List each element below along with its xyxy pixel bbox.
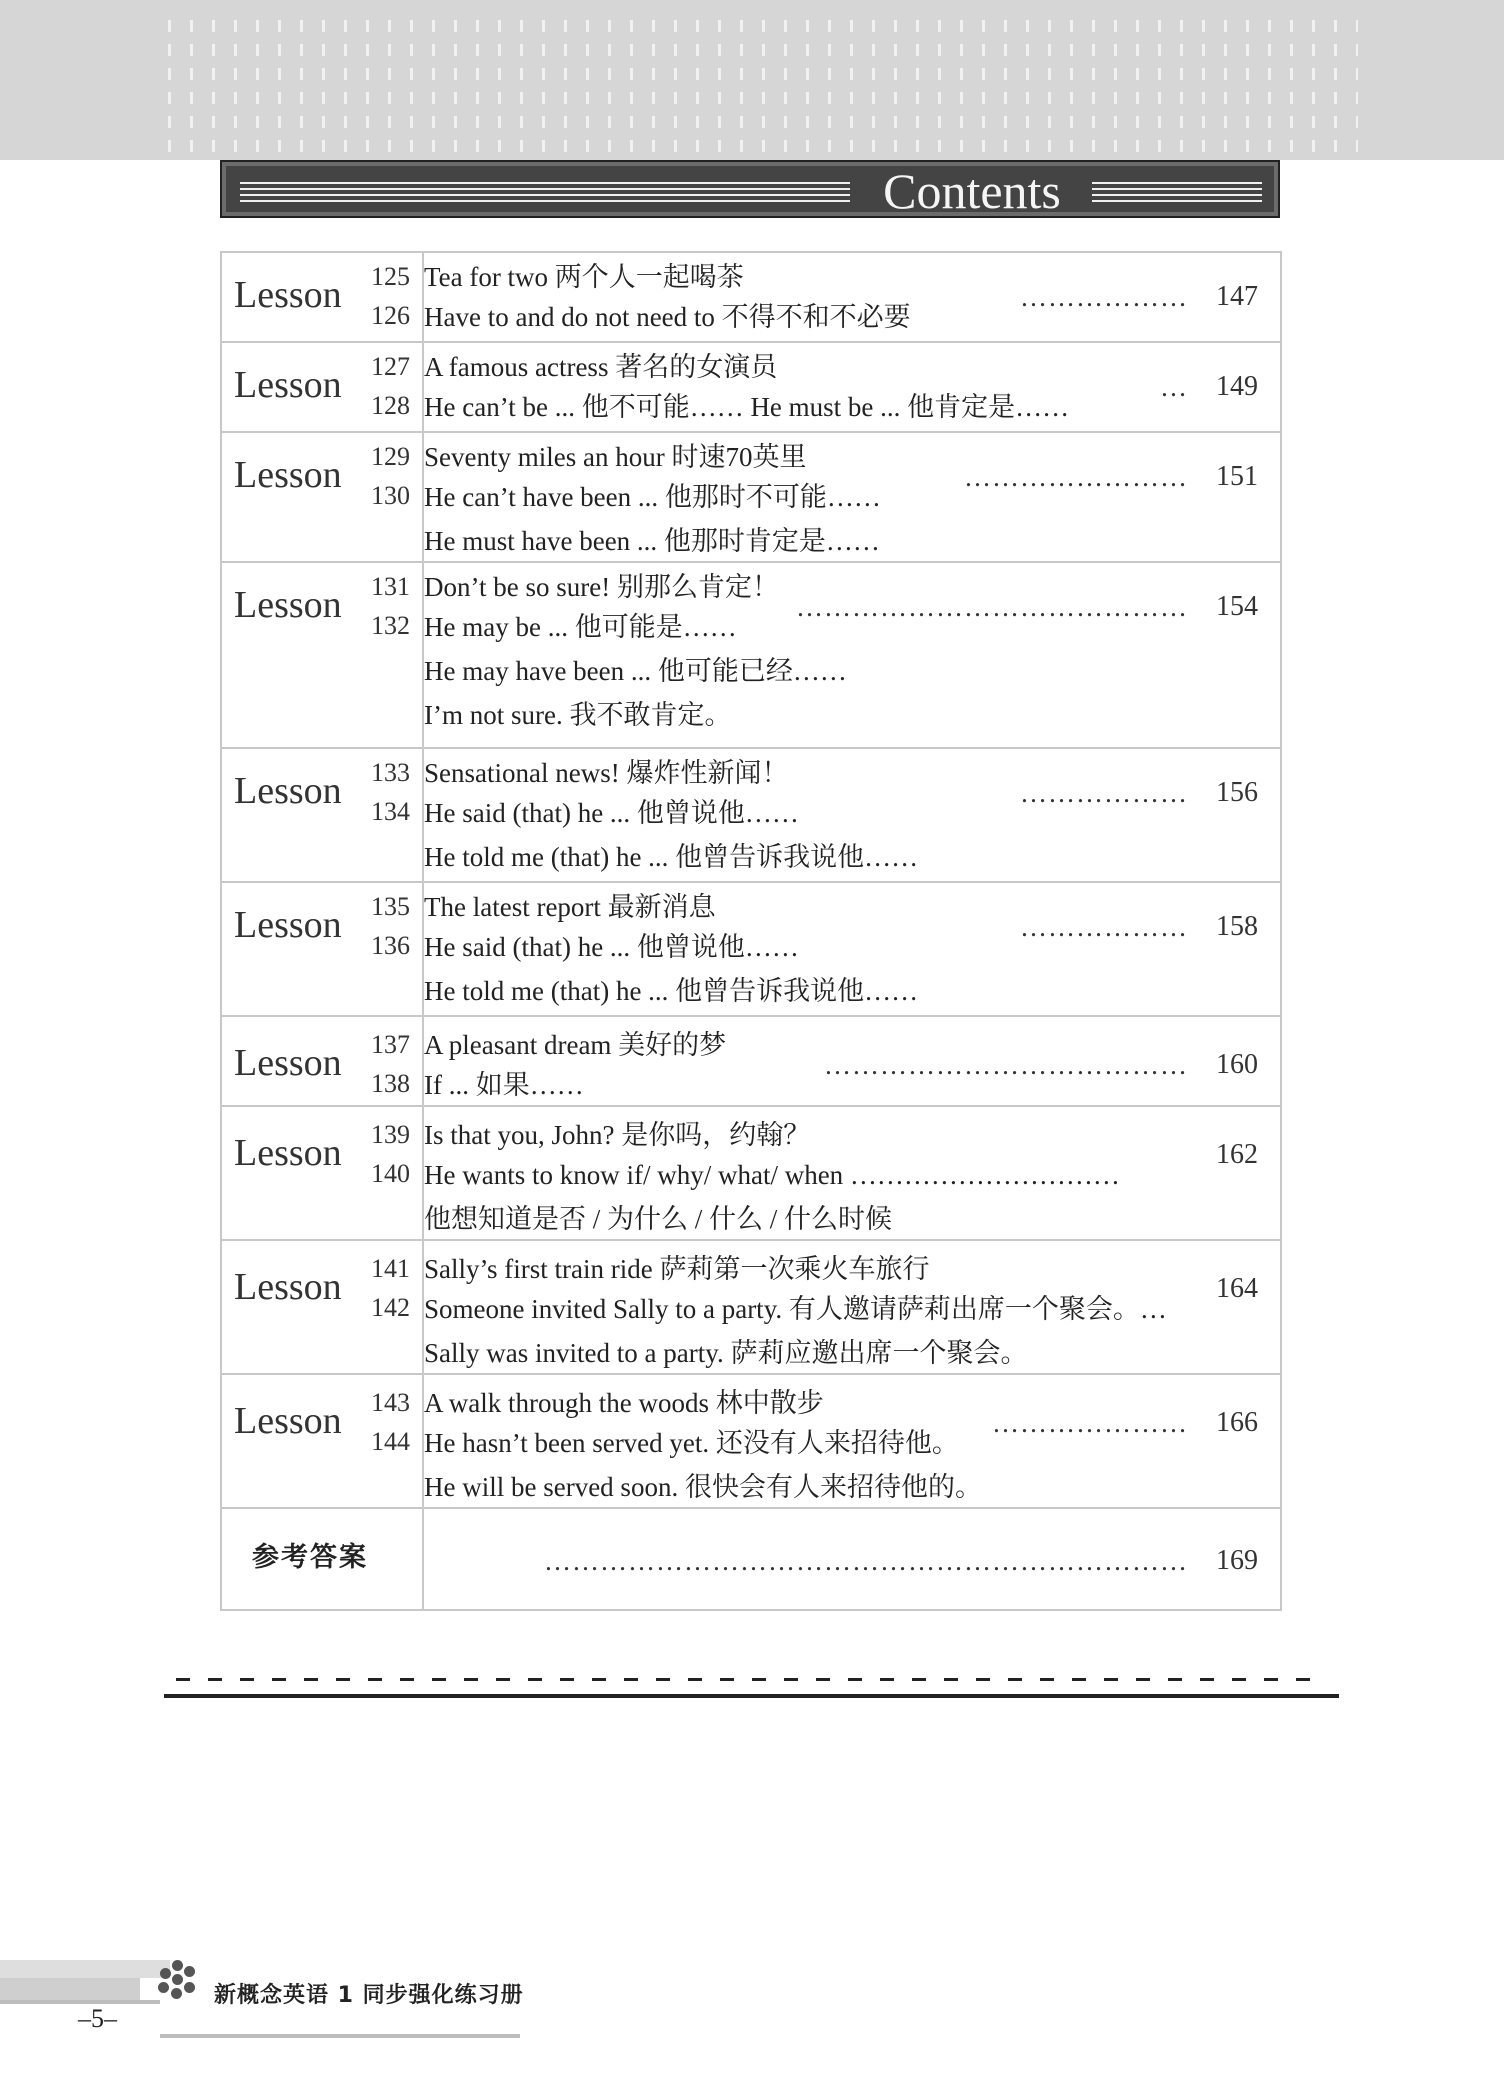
lesson-number: 132 (371, 611, 410, 640)
lesson-numbers (360, 753, 410, 831)
lesson-numbers (360, 1383, 410, 1461)
dot-leader: ……………… (1020, 282, 1188, 312)
dot-leader: ……………… (1020, 778, 1188, 808)
toc-row (221, 252, 1281, 342)
page-reference[interactable]: 156 (1216, 777, 1258, 808)
banner-stripes-right (1092, 180, 1262, 202)
lesson-number: 130 (371, 481, 410, 510)
dots-logo-icon (158, 1960, 198, 2000)
lesson-title-line[interactable]: He can’t be ... 他不可能…… He must be ... 他肯定是…… (424, 392, 1070, 422)
lesson-content-cell (423, 1374, 1281, 1508)
lesson-numbers (360, 567, 410, 645)
toc-row (221, 882, 1281, 1016)
answers-content-cell (423, 1508, 1281, 1610)
lesson-cell (221, 1106, 423, 1240)
lesson-title-line[interactable]: Someone invited Sally to a party. 有人邀请萨莉出席一个聚会。… (424, 1294, 1167, 1324)
solid-divider (164, 1694, 1339, 1698)
lesson-label: Lesson (234, 364, 342, 406)
lesson-number: 142 (371, 1293, 410, 1322)
lesson-title-line[interactable]: He said (that) he ... 他曾说他…… (424, 798, 799, 828)
lesson-numbers (360, 887, 410, 965)
lesson-title-line[interactable]: He said (that) he ... 他曾说他…… (424, 932, 799, 962)
lesson-title-line[interactable]: Seventy miles an hour 时速70英里 (424, 442, 807, 472)
lesson-number: 136 (371, 931, 410, 960)
lesson-number: 141 (371, 1254, 410, 1283)
lesson-number: 137 (371, 1030, 410, 1059)
banner-stripes-left (240, 180, 850, 202)
lesson-cell (221, 882, 423, 1016)
lesson-label: Lesson (234, 274, 342, 316)
lesson-content-cell (423, 1106, 1281, 1240)
dot-leader: ……………… (1020, 912, 1188, 942)
toc-row (221, 1016, 1281, 1106)
lesson-number: 138 (371, 1069, 410, 1098)
lesson-number: 134 (371, 797, 410, 826)
lesson-title-line[interactable]: Have to and do not need to 不得不和不必要 (424, 302, 911, 332)
lesson-cell (221, 432, 423, 562)
lesson-title-line[interactable]: He may be ... 他可能是…… (424, 612, 737, 642)
lesson-numbers (360, 257, 410, 335)
lesson-title-line[interactable]: 他想知道是否 / 为什么 / 什么 / 什么时候 (424, 1204, 893, 1234)
lesson-label: Lesson (234, 1400, 342, 1442)
lesson-content-cell (423, 342, 1281, 432)
page-reference[interactable]: 164 (1216, 1273, 1258, 1304)
toc-row (221, 1106, 1281, 1240)
lesson-numbers (360, 437, 410, 515)
lesson-title-line[interactable]: Sally was invited to a party. 萨莉应邀出席一个聚会。 (424, 1338, 1028, 1368)
lesson-number: 128 (371, 391, 410, 420)
lesson-title-line[interactable]: Is that you, John? 是你吗，约翰？ (424, 1120, 811, 1150)
lesson-number: 135 (371, 892, 410, 921)
page-reference[interactable]: 154 (1216, 591, 1258, 622)
lesson-cell (221, 1016, 423, 1106)
lesson-number: 143 (371, 1388, 410, 1417)
lesson-title-line[interactable]: He wants to know if/ why/ what/ when ………………………… (424, 1160, 1120, 1190)
lesson-label: Lesson (234, 770, 342, 812)
toc-row (221, 748, 1281, 882)
page-reference[interactable]: 158 (1216, 911, 1258, 942)
dot-leader: …………………………………… (796, 592, 1188, 622)
dot-leader: …………………………………………………………… (544, 1546, 1188, 1576)
toc-row (221, 342, 1281, 432)
lesson-title-line[interactable]: He told me (that) he ... 他曾告诉我说他…… (424, 976, 919, 1006)
page-reference[interactable]: 160 (1216, 1049, 1258, 1080)
lesson-label: Lesson (234, 584, 342, 626)
page-title: Contents (883, 163, 1061, 219)
page-reference[interactable]: 147 (1216, 281, 1258, 312)
lesson-title-line[interactable]: Sally’s first train ride 萨莉第一次乘火车旅行 (424, 1254, 930, 1284)
lesson-content-cell (423, 432, 1281, 562)
lesson-label: Lesson (234, 454, 342, 496)
lesson-cell (221, 748, 423, 882)
lesson-numbers (360, 347, 410, 425)
lesson-title-line[interactable]: He can’t have been ... 他那时不可能…… (424, 482, 881, 512)
lesson-title-line[interactable]: He hasn’t been served yet. 还没有人来招待他。 (424, 1428, 959, 1458)
lesson-content-cell (423, 252, 1281, 342)
lesson-title-line[interactable]: A walk through the woods 林中散步 (424, 1388, 824, 1418)
lesson-content-cell (423, 882, 1281, 1016)
answers-row (221, 1508, 1281, 1610)
lesson-number: 139 (371, 1120, 410, 1149)
dot-leader: …………………… (964, 462, 1188, 492)
page-reference[interactable]: 169 (1216, 1545, 1258, 1576)
header-grid-pattern (168, 12, 1358, 152)
lesson-number: 140 (371, 1159, 410, 1188)
toc-row (221, 432, 1281, 562)
book-title: 新概念英语 1 同步强化练习册 (214, 1983, 524, 2008)
lesson-title-line[interactable]: A pleasant dream 美好的梦 (424, 1030, 727, 1060)
page-reference[interactable]: 162 (1216, 1139, 1258, 1170)
page-number: –5– (78, 2004, 117, 2033)
lesson-content-cell (423, 1016, 1281, 1106)
answers-label: 参考答案 (252, 1542, 368, 1573)
lesson-numbers (360, 1025, 410, 1103)
lesson-content-cell (423, 562, 1281, 748)
lesson-numbers (360, 1249, 410, 1327)
lesson-label: Lesson (234, 1266, 342, 1308)
lesson-title-line[interactable]: Don’t be so sure! 别那么肯定！ (424, 572, 779, 602)
lesson-number: 126 (371, 301, 410, 330)
toc-row (221, 1240, 1281, 1374)
lesson-label: Lesson (234, 1042, 342, 1084)
lesson-number: 144 (371, 1427, 410, 1456)
lesson-label: Lesson (234, 904, 342, 946)
lesson-label: Lesson (234, 1132, 342, 1174)
contents-banner (220, 160, 1280, 218)
lesson-title-line[interactable]: The latest report 最新消息 (424, 892, 716, 922)
contents-table (220, 251, 1282, 1611)
lesson-title-line[interactable]: He must have been ... 他那时肯定是…… (424, 526, 880, 556)
lesson-content-cell (423, 1240, 1281, 1374)
lesson-title-line[interactable]: If ... 如果…… (424, 1070, 584, 1100)
lesson-title-line[interactable]: A famous actress 著名的女演员 (424, 352, 778, 382)
lesson-number: 129 (371, 442, 410, 471)
lesson-numbers (360, 1115, 410, 1193)
lesson-cell (221, 1240, 423, 1374)
page-reference[interactable]: 149 (1216, 371, 1258, 402)
footer-band-light (0, 1960, 170, 1978)
dot-leader: … (1160, 372, 1188, 402)
page-reference[interactable]: 166 (1216, 1407, 1258, 1438)
dot-leader: ………………… (992, 1408, 1188, 1438)
lesson-title-line[interactable]: Sensational news! 爆炸性新闻！ (424, 758, 789, 788)
header-band (0, 0, 1504, 160)
lesson-number: 131 (371, 572, 410, 601)
answers-label-cell (221, 1508, 423, 1610)
lesson-cell (221, 252, 423, 342)
lesson-title-line[interactable]: He told me (that) he ... 他曾告诉我说他…… (424, 842, 919, 872)
lesson-number: 125 (371, 262, 410, 291)
lesson-number: 133 (371, 758, 410, 787)
toc-row (221, 1374, 1281, 1508)
dot-leader: ………………………………… (824, 1050, 1188, 1080)
footer-rule (160, 2034, 520, 2038)
lesson-cell (221, 342, 423, 432)
page-reference[interactable]: 151 (1216, 461, 1258, 492)
lesson-title-line[interactable]: I’m not sure. 我不敢肯定。 (424, 700, 732, 730)
lesson-cell (221, 1374, 423, 1508)
lesson-title-line[interactable]: He may have been ... 他可能已经…… (424, 656, 847, 686)
lesson-title-line[interactable]: Tea for two 两个人一起喝茶 (424, 262, 744, 292)
lesson-title-line[interactable]: He will be served soon. 很快会有人来招待他的。 (424, 1472, 982, 1502)
lesson-content-cell (423, 748, 1281, 882)
dashed-divider (176, 1678, 1326, 1681)
lesson-number: 127 (371, 352, 410, 381)
toc-row (221, 562, 1281, 748)
lesson-cell (221, 562, 423, 748)
